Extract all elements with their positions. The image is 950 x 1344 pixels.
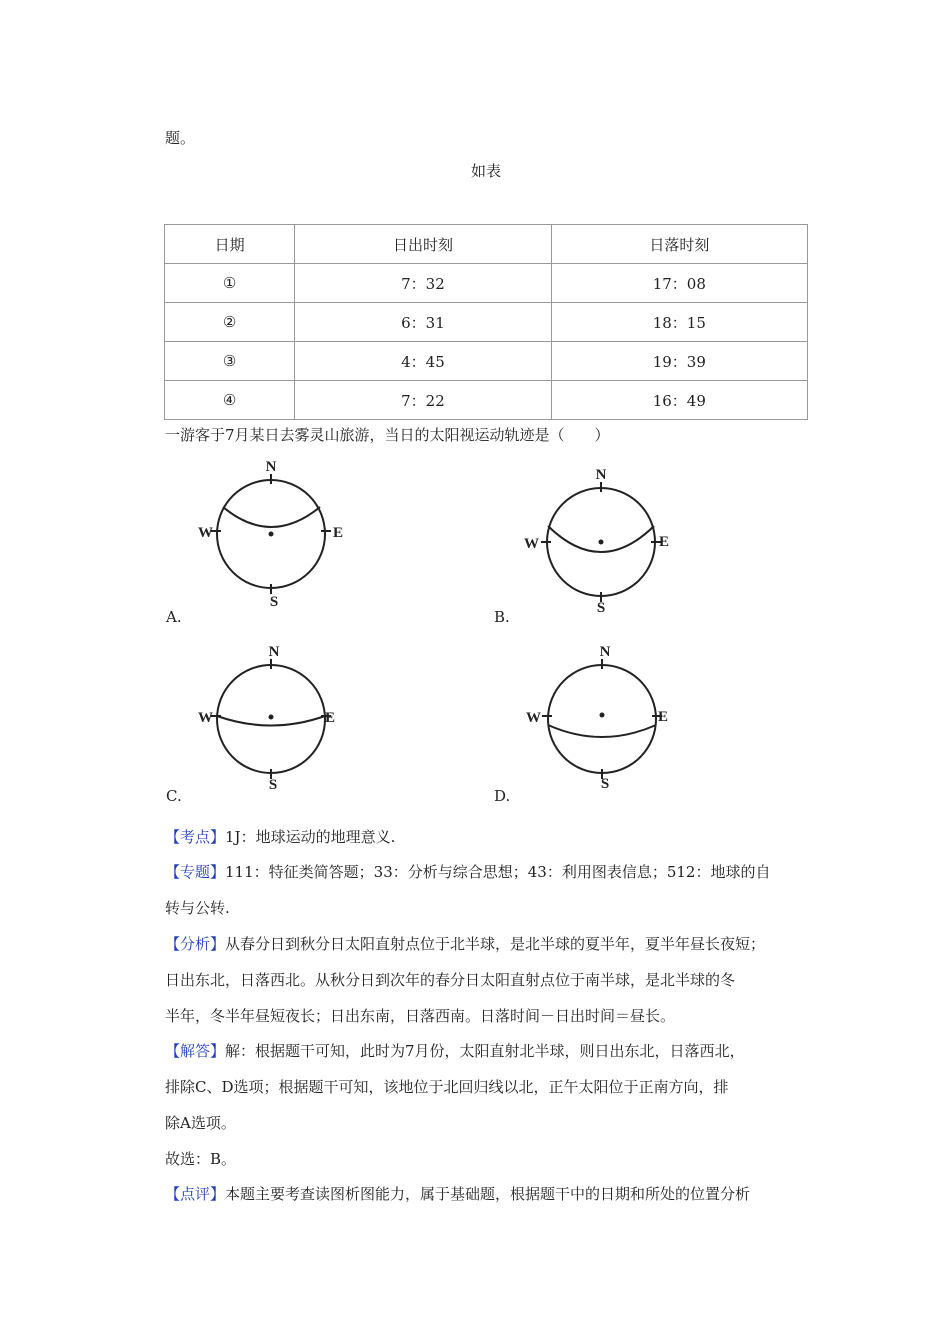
table-row [165,342,808,381]
table-cell: ④ [165,381,295,420]
north-label: N [268,644,280,660]
west-label: W [526,710,541,726]
jieda-line-2: 排除C、D选项；根据题干可知，该地位于北回归线以北，正午太阳位于正南方向，排 [165,1078,729,1096]
zhuanti-line-1 [165,862,770,882]
table-cell: 7：22 [295,381,551,420]
zhuanti-tag: 【专题】 [165,863,226,881]
table-cell: 6：31 [295,303,551,342]
answer-line: 故选：B。 [165,1150,237,1168]
kaodian-text: 1J：地球运动的地理意义. [225,828,396,846]
table-header: 日出时刻 [295,225,551,264]
option-b-label[interactable]: B. [494,608,510,626]
table-header-row [165,225,808,264]
fenxi-line-2: 日出东北，日落西北。从秋分日到次年的春分日太阳直射点位于南半球，是北半球的冬 [165,971,736,989]
west-label: W [198,525,213,541]
jieda-line-3: 除A选项。 [165,1114,236,1132]
table-cell: ① [165,264,295,303]
dianping-tag: 【点评】 [165,1185,226,1203]
jieda-line-1 [165,1041,745,1061]
north-label: N [595,467,607,483]
option-c-diagram [190,637,360,802]
west-label: W [524,536,539,552]
table-row [165,303,808,342]
observer-dot [269,715,274,720]
south-label: S [268,777,278,793]
south-label: S [600,776,610,792]
jieda-tag: 【解答】 [165,1042,226,1060]
dianping-line [165,1184,750,1204]
kaodian-line [165,827,395,847]
table-cell: 4：45 [295,342,551,381]
fenxi-text: 从春分日到秋分日太阳直射点位于北半球，是北半球的夏半年，夏半年昼长夜短； [225,935,766,953]
option-c-label[interactable]: C. [166,787,182,805]
observer-dot [600,713,605,718]
kaodian-tag: 【考点】 [165,828,226,846]
sun-path [548,725,656,737]
fenxi-tag: 【分析】 [165,935,226,953]
zhuanti-line-2: 转与公转. [165,899,230,917]
table-cell: 16：49 [551,381,807,420]
table-header: 日期 [165,225,295,264]
table-row [165,381,808,420]
zhuanti-text: 111：特征类简答题；33：分析与综合思想；43：利用图表信息；512：地球的自 [225,863,771,881]
east-label: E [659,534,670,550]
south-label: S [269,594,279,610]
horizon-circle [548,665,656,773]
sun-path [223,507,320,527]
option-d-diagram [520,637,690,802]
option-a-label[interactable]: A. [166,608,182,626]
table-header: 日落时刻 [551,225,807,264]
north-label: N [265,459,277,475]
sun-path [548,526,654,552]
east-label: E [658,709,669,725]
table-cell: 18：15 [551,303,807,342]
fenxi-line-3: 半年，冬半年昼短夜长；日出东南，日落西南。日落时间－日出时间＝昼长。 [165,1007,676,1025]
jieda-text: 解：根据题干可知，此时为7月份，太阳直射北半球，则日出东北，日落西北， [225,1042,745,1060]
table-cell: 19：39 [551,342,807,381]
dianping-text: 本题主要考查读图析图能力，属于基础题，根据题干中的日期和所处的位置分析 [225,1185,751,1203]
north-label: N [599,644,611,660]
table-row [165,264,808,303]
option-a-diagram [190,452,360,617]
question-text: 一游客于7月某日去雾灵山旅游，当日的太阳视运动轨迹是（ ） [165,426,610,444]
table-cell: 7：32 [295,264,551,303]
west-label: W [198,710,213,726]
table-cell: ③ [165,342,295,381]
table-cell: 17：08 [551,264,807,303]
table-cell: ② [165,303,295,342]
south-label: S [596,600,606,616]
fenxi-line-1 [165,934,765,954]
east-label: E [325,710,336,726]
sunrise-sunset-table [164,224,808,420]
option-d-label[interactable]: D. [494,787,511,805]
option-b-diagram [520,460,690,625]
observer-dot [599,540,604,545]
top-fragment: 题。 [165,129,196,147]
table-caption: 如表 [470,162,501,180]
observer-dot [269,532,274,537]
east-label: E [333,525,344,541]
